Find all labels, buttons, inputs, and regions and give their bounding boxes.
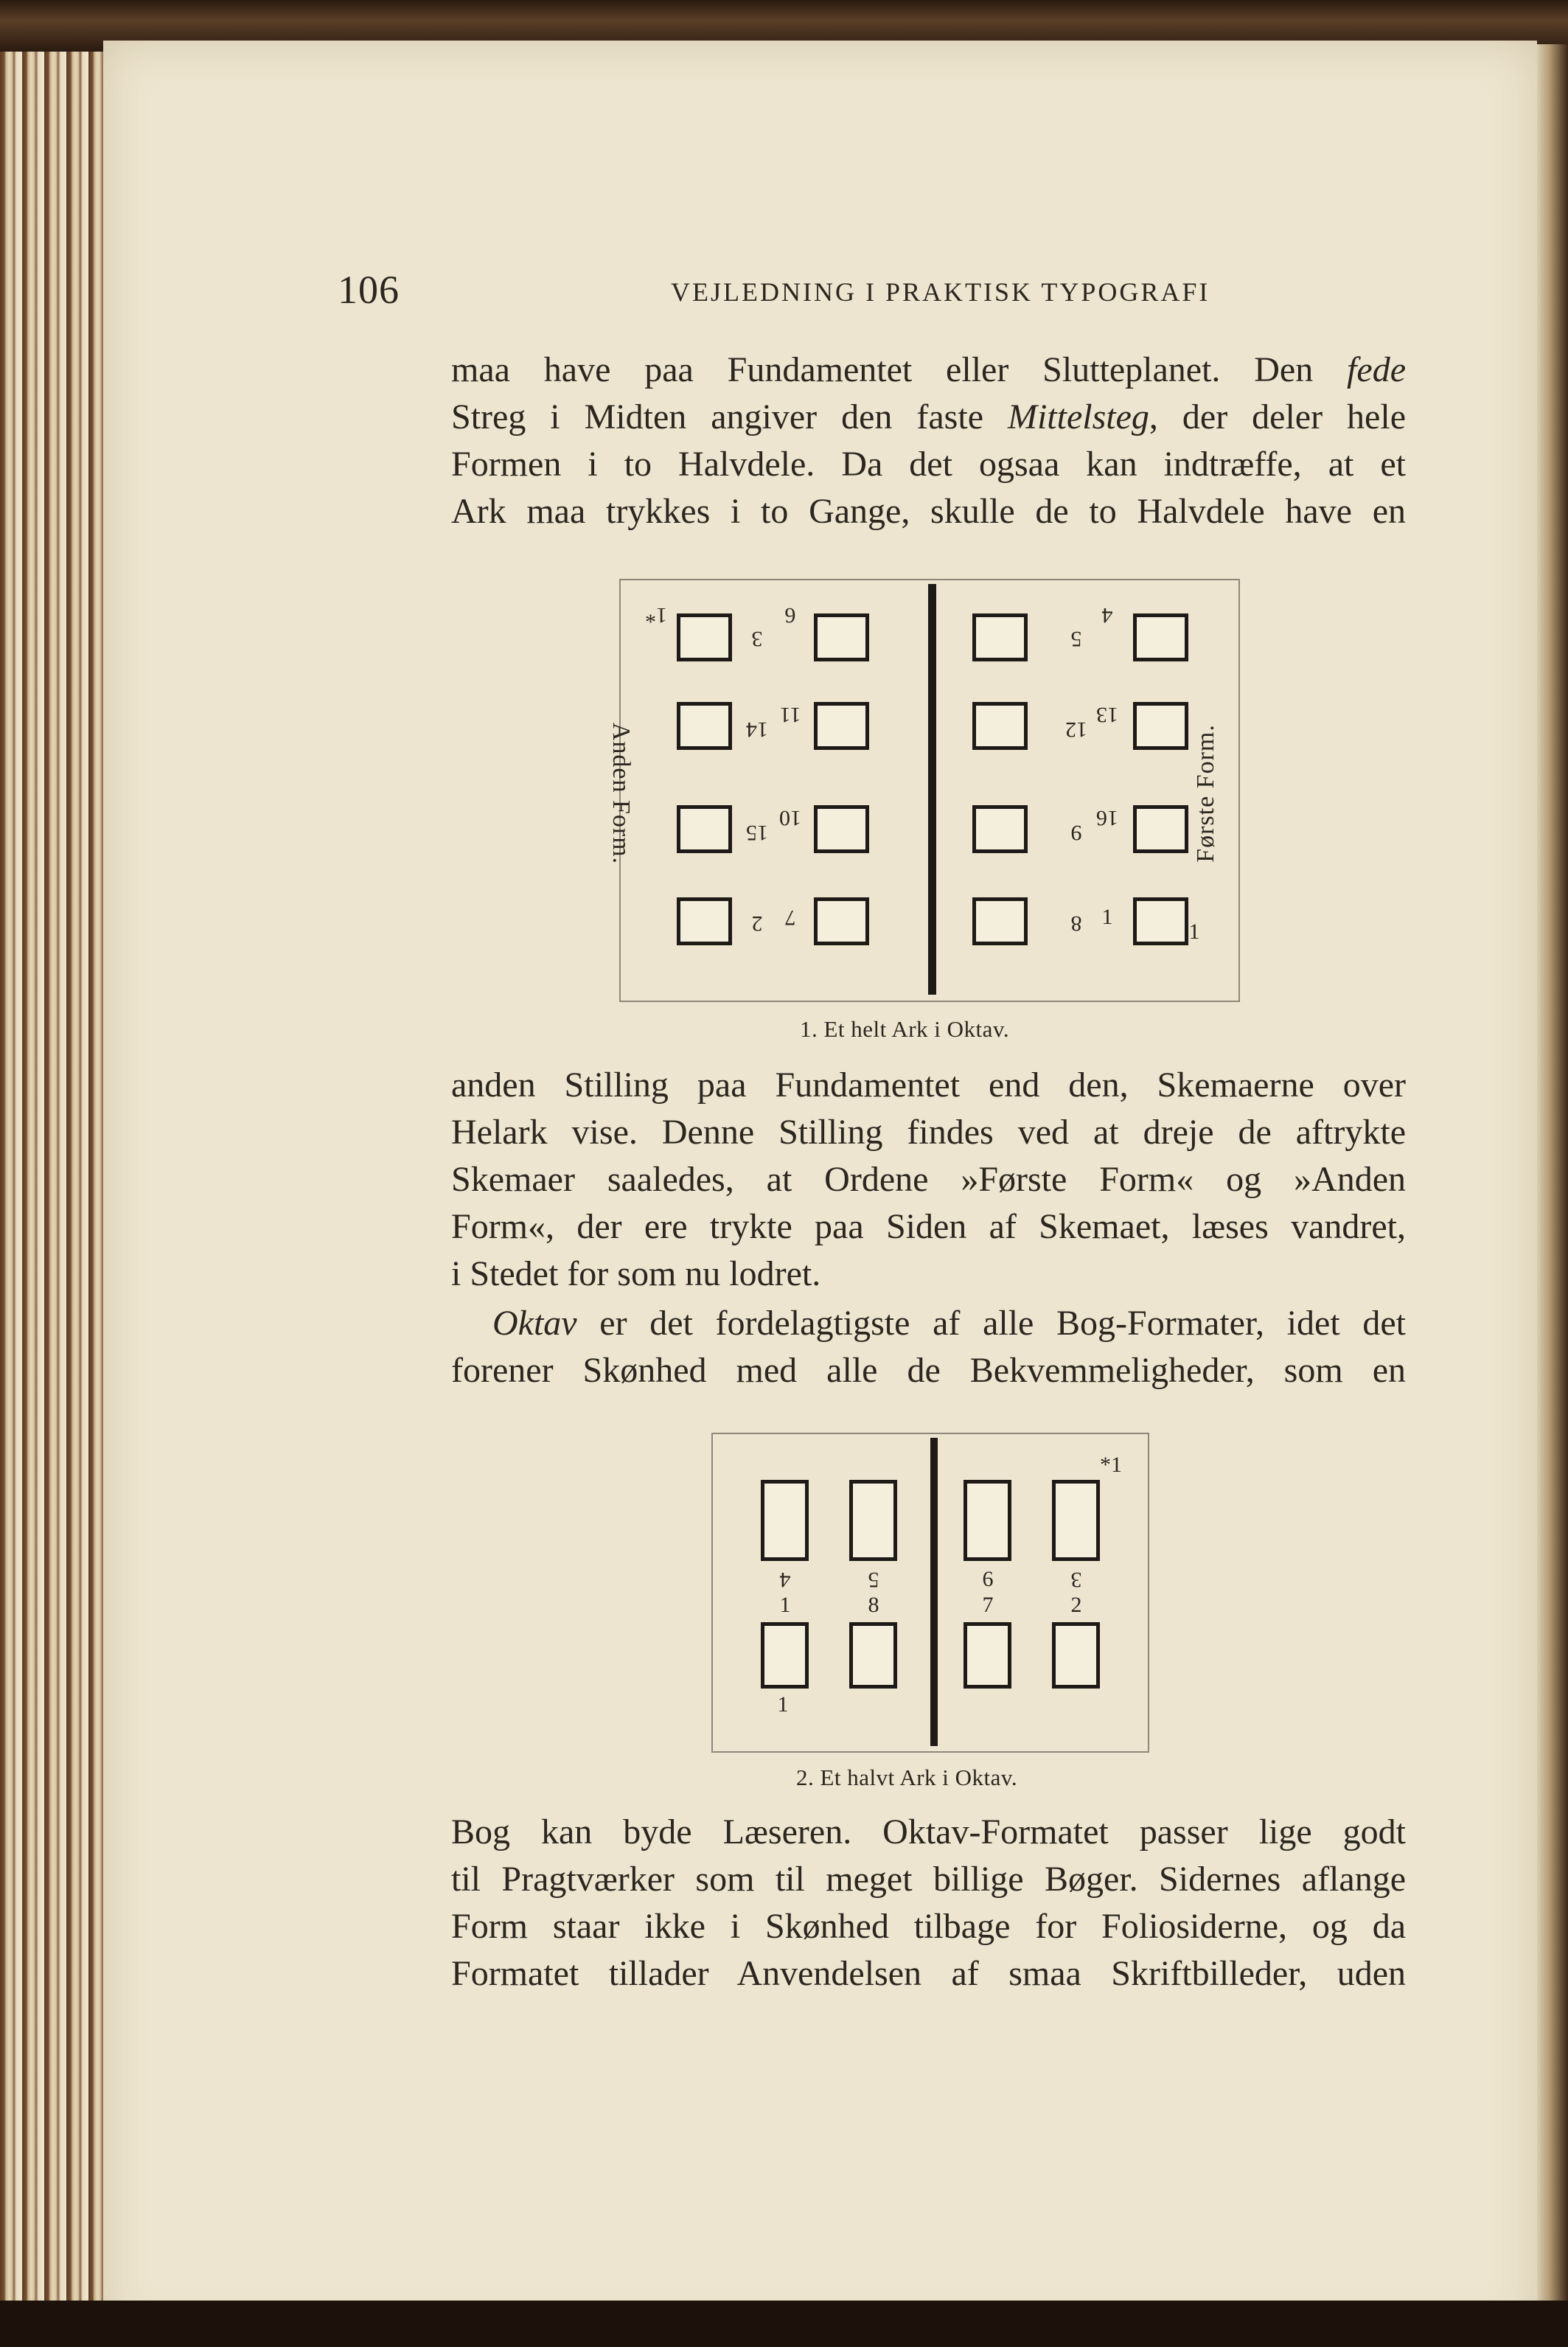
page-number-label: 3 bbox=[1070, 1568, 1082, 1592]
page-box bbox=[972, 702, 1028, 750]
paragraph-3-line-2: forener Skønhed med alle de Bekvemmeligheder, som en bbox=[451, 1351, 1406, 1390]
page-number-label: 16 bbox=[1096, 806, 1118, 830]
figure-1-full-sheet bbox=[607, 579, 1240, 1002]
figure-1-corner-mark-bottom: 1 bbox=[1188, 919, 1200, 944]
figure-1-corner-mark-top: 1* bbox=[645, 603, 667, 627]
page-box bbox=[849, 1622, 897, 1689]
page-number-label: 6 bbox=[982, 1567, 994, 1591]
page-box bbox=[1133, 613, 1188, 661]
paragraph-3-line-1: Oktav er det fordelagtigste af alle Bog-Formater, idet det bbox=[492, 1304, 1406, 1343]
figure-2-caption: 2. Et halvt Ark i Oktav. bbox=[796, 1764, 1018, 1790]
figure-1-center-bar bbox=[928, 584, 936, 995]
page-box bbox=[964, 1480, 1011, 1561]
page-number-label: 4 bbox=[1101, 603, 1113, 627]
paragraph-4-line-3: Form staar ikke i Skønhed tilbage for Foliosiderne, og da bbox=[451, 1907, 1406, 1946]
page-box bbox=[677, 702, 732, 750]
page-box bbox=[677, 897, 732, 945]
page-number-label: 12 bbox=[1065, 717, 1087, 742]
page-box bbox=[1133, 897, 1188, 945]
paragraph-1-line-3: Formen i to Halvdele. Da det ogsaa kan indtræffe, at et bbox=[451, 445, 1406, 484]
figure-1-right-label: Første Form. bbox=[1191, 724, 1219, 863]
page-number-label: 15 bbox=[746, 821, 768, 845]
paragraph-2-line-4: Form«, der ere trykte paa Siden af Skemaet, læses vandret, bbox=[451, 1207, 1406, 1246]
page-box bbox=[1133, 702, 1188, 750]
page-box bbox=[814, 897, 869, 945]
page-number-label: 2 bbox=[1070, 1593, 1082, 1617]
paragraph-1-line-4: Ark maa trykkes i to Gange, skulle de to Halvdele have en bbox=[451, 492, 1406, 531]
page-number-label: 11 bbox=[779, 703, 801, 727]
paragraph-4-line-2: til Pragtværker som til meget billige Bøger. Sidernes aflange bbox=[451, 1860, 1406, 1899]
page-box bbox=[677, 805, 732, 853]
paragraph-2-line-1: anden Stilling paa Fundamentet end den, Skemaerne over bbox=[451, 1065, 1406, 1105]
paragraph-1-line-1: maa have paa Fundamentet eller Slutteplanet. Den fede bbox=[451, 350, 1406, 389]
paragraph-1-line-2: Streg i Midten angiver den faste Mittelsteg, der deler hele bbox=[451, 397, 1406, 437]
paragraph-4-line-4: Formatet tillader Anvendelsen af smaa Skriftbilleder, uden bbox=[451, 1954, 1406, 1993]
page-number: 106 bbox=[338, 268, 400, 312]
running-head: VEJLEDNING I PRAKTISK TYPOGRAFI bbox=[671, 277, 1210, 307]
book-spine-edge bbox=[0, 0, 118, 2347]
page-box bbox=[814, 613, 869, 661]
figure-2-corner-mark-bottom: 1 bbox=[777, 1692, 789, 1717]
figure-1-caption: 1. Et helt Ark i Oktav. bbox=[800, 1016, 1010, 1042]
page-number-label: 3 bbox=[751, 627, 763, 651]
page-box bbox=[814, 702, 869, 750]
paragraph-4-line-1: Bog kan byde Læseren. Oktav-Formatet passer lige godt bbox=[451, 1812, 1406, 1851]
page-box bbox=[972, 897, 1028, 945]
page-number-label: 6 bbox=[784, 603, 796, 627]
page-box bbox=[761, 1622, 809, 1689]
scan-bottom-edge bbox=[0, 2301, 1568, 2347]
page-number-label: 10 bbox=[779, 806, 801, 830]
page-number-label: 1 bbox=[1101, 905, 1113, 929]
page-box bbox=[972, 613, 1028, 661]
page-number-label: 5 bbox=[868, 1568, 879, 1592]
emphasis-mittelsteg: Mittelsteg bbox=[1007, 397, 1149, 437]
page-number-label: 7 bbox=[982, 1593, 994, 1617]
emphasis-fede: fede bbox=[1347, 350, 1406, 389]
page-number-label: 1 bbox=[779, 1593, 791, 1617]
page-box bbox=[677, 613, 732, 661]
paragraph-2-line-5: i Stedet for som nu lodret. bbox=[451, 1254, 821, 1293]
page-box bbox=[964, 1622, 1011, 1689]
figure-2-half-sheet bbox=[711, 1433, 1149, 1753]
paragraph-2-line-3: Skemaer saaledes, at Ordene »Første Form« og »Anden bbox=[451, 1160, 1406, 1199]
emphasis-oktav: Oktav bbox=[492, 1304, 577, 1343]
page-number-label: 4 bbox=[779, 1568, 791, 1592]
page-number-label: 13 bbox=[1096, 703, 1118, 727]
page-box bbox=[972, 805, 1028, 853]
page-box bbox=[761, 1480, 809, 1561]
page-number-label: 2 bbox=[751, 911, 763, 936]
figure-2-center-bar bbox=[930, 1438, 938, 1746]
page-number-label: 8 bbox=[1070, 911, 1082, 936]
page-number-label: 7 bbox=[784, 905, 796, 930]
page-box bbox=[814, 805, 869, 853]
page-box bbox=[1052, 1622, 1100, 1689]
page-number-label: 9 bbox=[1070, 821, 1082, 845]
page-box bbox=[1133, 805, 1188, 853]
paragraph-2-line-2: Helark vise. Denne Stilling findes ved at dreje de aftrykte bbox=[451, 1113, 1406, 1152]
page-number-label: 14 bbox=[746, 717, 768, 742]
page-box bbox=[1052, 1480, 1100, 1561]
figure-1-left-label: Anden Form. bbox=[607, 722, 635, 865]
page-number-label: 8 bbox=[868, 1593, 879, 1617]
page-number-label: 5 bbox=[1070, 627, 1082, 651]
figure-2-corner-mark-top: *1 bbox=[1100, 1453, 1122, 1477]
page-right-edge bbox=[1537, 44, 1568, 2345]
page-box bbox=[849, 1480, 897, 1561]
